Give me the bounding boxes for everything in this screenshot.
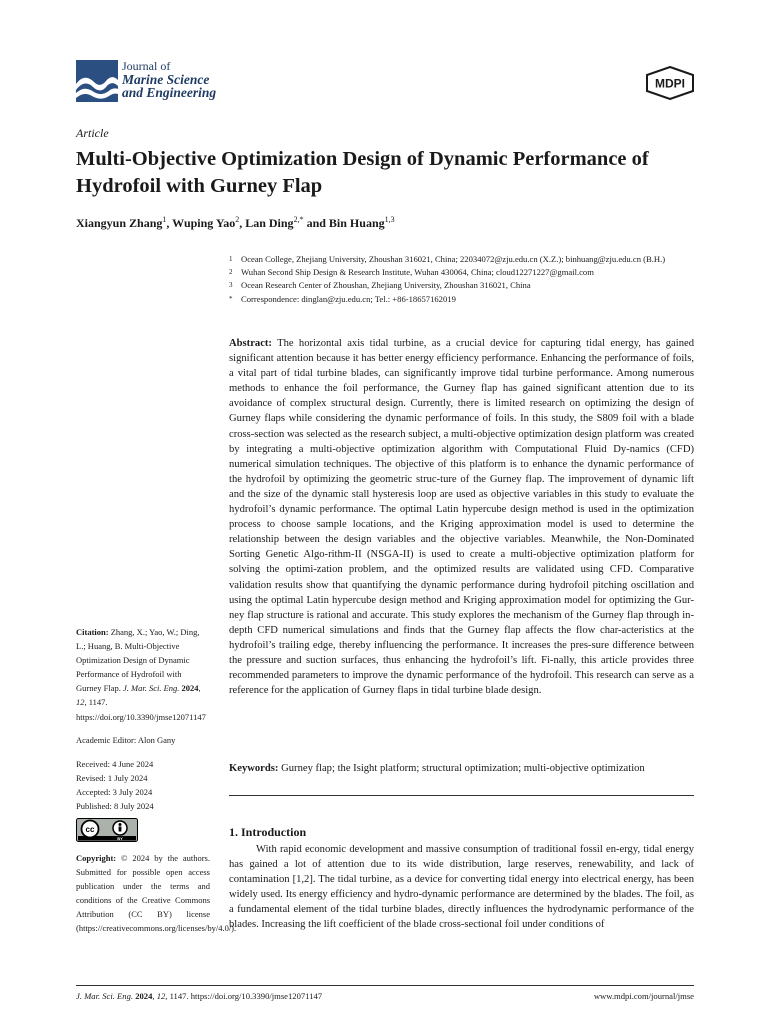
copyright — [76, 851, 237, 936]
page-title: Multi-Objective Optimization Design of Dynamic Performance of Hydrofoil with Gurney Flap — [76, 148, 649, 197]
academic-editor: Academic Editor: Alon Gany — [76, 735, 176, 745]
affiliation-text: Ocean Research Center of Zhoushan, Zhejiang University, Zhoushan 316021, China — [241, 280, 531, 291]
mdpi-logo-icon — [645, 66, 695, 100]
affiliation-item — [229, 266, 699, 279]
introduction-text: With rapid economic development and massive consumption of traditional fossil en-ergy, tidal energy has gained a lot of attention due to its wide distribution, large reserves, renewability, and lack of contamination [1,2]. The tidal turbine, as a device for converting tidal energy into electrical energy, has been widely used. Its energy efficiency and hydro-dynamic performance are determined by the blades. The foil, as a fundamental element of the tidal turbine blades, directly influences the hydrodynamic performance of the blades. Increasing the lift coefficient of the blade cross-sectional foil under conditions of — [229, 844, 694, 931]
author-affiliation-marker: 1 — [162, 215, 167, 224]
journal-name-line2: Marine Science — [122, 72, 210, 87]
affiliation-number: * — [229, 294, 233, 303]
affiliation-text: Correspondence: dinglan@zju.edu.cn; Tel.: +86-18657162019 — [241, 293, 456, 304]
abstract — [229, 336, 694, 698]
date-item: Revised: 1 July 2024 — [76, 773, 148, 784]
journal-name — [122, 60, 216, 99]
affiliation-text: Ocean College, Zhejiang University, Zhoushan 316021, China; 22034072@zju.edu.cn (X.Z.); binhuang@zju.edu.cn (B.H.) — [241, 254, 666, 264]
citation-journal: J. Mar. Sci. Eng. — [122, 683, 180, 694]
date-item: Received: 4 June 2024 — [76, 759, 154, 769]
journal-name-line1: Journal of — [122, 59, 171, 73]
citation-doi[interactable]: , 1147. https://doi.org/10.3390/jmse12071147 — [76, 697, 206, 722]
author-affiliation-marker: 2 — [235, 215, 240, 224]
affiliations — [229, 253, 699, 306]
citation-volume: 12 — [76, 697, 85, 708]
date-item: Accepted: 3 July 2024 — [76, 787, 153, 798]
affiliation-number: 2 — [229, 268, 233, 277]
affiliation-item — [229, 253, 699, 266]
citation-text: Zhang, X.; Yao, W.; Ding, L.; Huang, B. Multi-Objective Optimization Design of Dynamic Performance of Hydrofoil with Gurney Flap. — [76, 627, 200, 694]
affiliation-text: Wuhan Second Ship Design & Research Institute, Wuhan 430064, China; cloud12271227@gmail.com — [241, 267, 594, 278]
author-name[interactable]: Lan Ding — [245, 216, 294, 230]
citation-year: 2024 — [181, 683, 199, 694]
footer-journal-url[interactable]: www.mdpi.com/journal/jmse — [593, 991, 694, 1001]
footer-divider — [76, 985, 694, 986]
citation-label: Citation: — [76, 627, 109, 637]
abstract-text: The horizontal axis tidal turbine, as a crucial device for capturing tidal energy, has gained significant attention because it has better energy efficiency performance. Enhancing the performance of foils, a vital part of tidal turbine blades, can significantly improve tidal turbine performance. Among numerous methods to enhance the foil performance, the Gurney flap has gained significant attention due to its avoidance of complex structural design. Currently, there is limited research on optimizing the design of Gurney flaps while considering the dynamic performance of foils. In this study, the S809 foil with a blade cross-section was selected as the research subject, a multi-objective optimization design platform was created by integrating a multi-objective optimization algorithm with Computational Fluid Dy-namics (CFD) numerical simulation techniques. The objective of this platform is to enhance the dynamic performance of the hydrofoil by optimizing the geometric struc-ture of the Gurney flap. The improvement of dynamic lift and the size of the dynamic stall hysteresis loop are used as objective variables in this study to evaluate the hydrofoil’s dynamic performance. The optimal Latin hypercube design method is used in the optimization process to choose sample locations, and the Kriging approximation model is used to determine the relationship between the design variables and the objective variables. Meanwhile, the Non-Dominated Sorting Genetic Algo-rithm-II (NSGA-II) is used to create a multi-objective optimization platform for solving the optimi-zation problem, and the optimized results are validated using CFD. Comparative validation results show that quantifying the dynamic performance during hydrofoil pitching oscillation and using the optimal Latin hypercube design method and Kriging approximation model for optimizing the Gur-ney flap structure is rational and accurate. This study explores the mechanism of the Gurney flap through in-depth CFD numerical simulations and finds that the Gurney flap affects the flow char-acteristics at the hydrofoil’s trailing edge, thereby influencing the performance. It increases the pres-sure difference between the pressure and suction surfaces, thus enhancing the hydrofoil’s lift. Fi-nally, this article provides three recommended parameters to improve the dynamic performance of the hydrofoil. This research can serve as a reference for the application of Gurney flaps in tidal turbine blade design. — [229, 338, 694, 697]
affiliation-item — [229, 279, 699, 292]
author-separator: , — [166, 216, 173, 230]
author-affiliation-marker: 2,* — [293, 215, 304, 224]
author-separator: , — [239, 216, 246, 230]
publication-dates — [76, 757, 216, 813]
cc-by-license-icon[interactable] — [76, 818, 138, 842]
keywords-text: Gurney flap; the Isight platform; structural optimization; multi-objective optimization — [281, 763, 645, 774]
date-item: Published: 8 July 2024 — [76, 801, 154, 812]
svg-text:cc: cc — [85, 825, 95, 834]
citation: Citation: Zhang, X.; Yao, W.; Ding, L.; Huang, B. Multi-Objective Optimization Design of Dynamic Performance of Hydrofoil with Gurney Flap. J. Mar. Sci. Eng. 2024, 12, 1147. https://doi.org/10.3390/jmse12071147 — [76, 627, 206, 722]
footer-volume: 12 — [156, 991, 166, 1001]
affiliation-number: 1 — [229, 255, 233, 263]
footer-journal: J. Mar. Sci. Eng. — [76, 991, 134, 1001]
abstract-label: Abstract: — [229, 338, 272, 349]
author-affiliation-marker: 1,3 — [384, 215, 395, 224]
footer-citation: J. Mar. Sci. Eng. 2024, 12, 1147. https://doi.org/10.3390/jmse12071147 — [76, 991, 323, 1001]
footer-year: 2024 — [135, 991, 153, 1001]
author-list — [76, 215, 395, 231]
author-separator: and — [303, 216, 329, 230]
keywords — [229, 763, 699, 774]
cc-badge-by-text: BY — [117, 836, 123, 841]
affiliation-item — [229, 293, 699, 306]
author-name[interactable]: Bin Huang — [328, 216, 385, 230]
journal-logo-icon — [76, 60, 118, 102]
affiliation-number: 3 — [229, 281, 233, 290]
journal-name-line3: and Engineering — [122, 85, 217, 100]
copyright-label: Copyright: — [76, 853, 117, 863]
footer-doi[interactable]: , 1147. https://doi.org/10.3390/jmse12071147 — [165, 991, 323, 1001]
section-heading-introduction: 1. Introduction — [229, 825, 307, 839]
author-name[interactable]: Wuping Yao — [172, 216, 236, 230]
author-name[interactable]: Xiangyun Zhang — [76, 216, 163, 230]
keywords-label: Keywords: — [229, 763, 279, 774]
copyright-text: © 2024 by the authors. Submitted for possible open access publication under the terms and conditions of the Creative Commons Attribution (CC BY) license (https://creativecommons.org/licenses/by/4.0/). — [76, 853, 237, 934]
article-type: Article — [76, 126, 109, 140]
divider — [229, 795, 694, 796]
mdpi-logo-text: MDPI — [655, 76, 685, 91]
